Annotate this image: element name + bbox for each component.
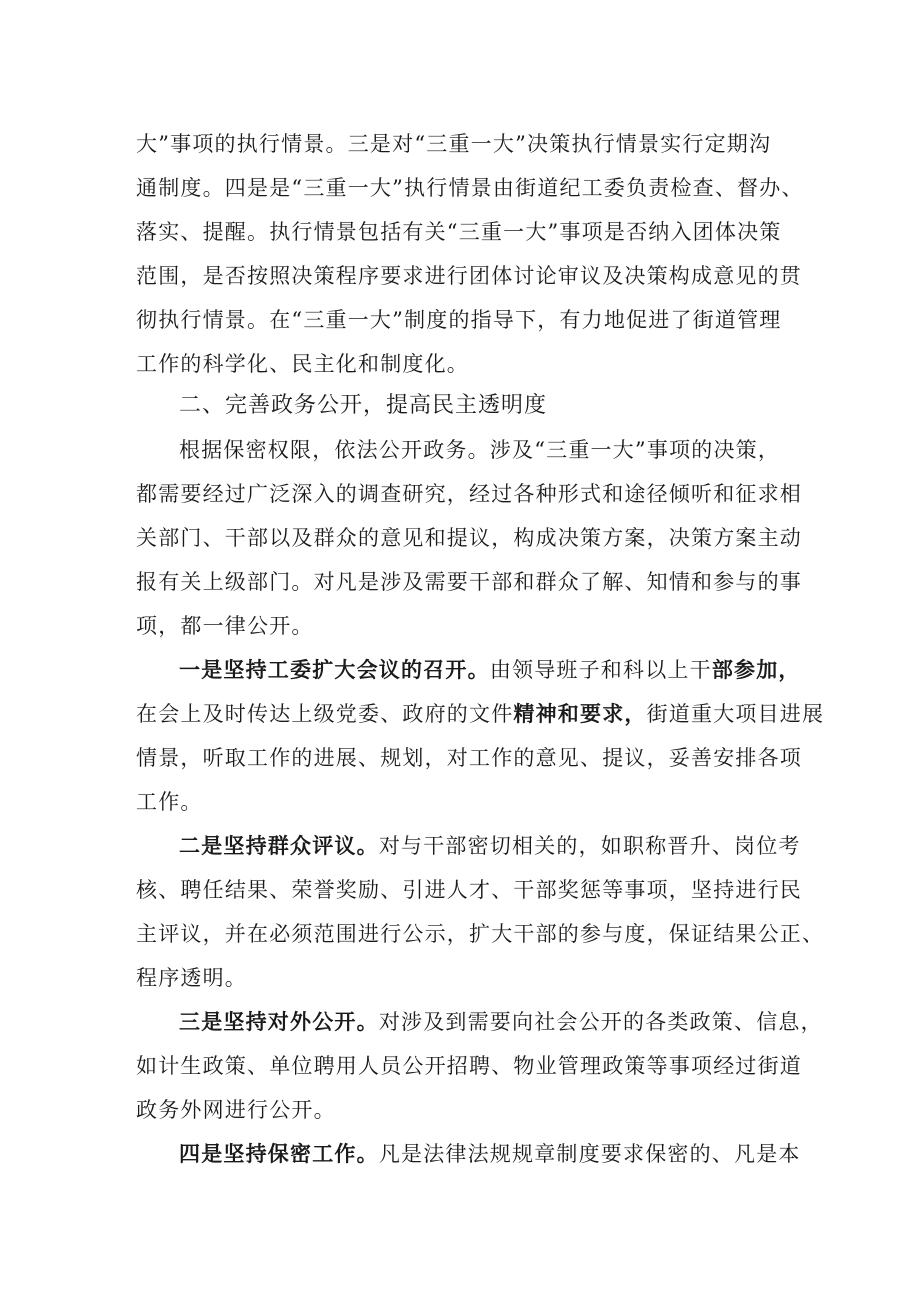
- item-3-line: 政务外网进行公开。: [136, 1098, 336, 1122]
- body-text-line: 范围，是否按照决策程序要求进行团体讨论审议及决策构成意见的贯: [136, 264, 802, 288]
- body-text-line: 彻执行情景。在“三重一大”制度的指导下，有力地促进了街道管理: [136, 308, 782, 332]
- body-text-line: 关部门、干部以及群众的意见和提议，构成决策方案，决策方案主动: [136, 526, 802, 550]
- item-1-bold-text: 部参加，: [711, 657, 801, 682]
- item-1-text: 由领导班子和科以上干: [489, 658, 712, 682]
- item-3-line: 如计生政策、单位聘用人员公开招聘、物业管理政策等事项经过街道: [136, 1054, 802, 1078]
- body-text-line: 都需要经过广泛深入的调查研究，经过各种形式和途径倾听和征求相: [136, 482, 802, 506]
- item-1-text: 街道重大项目进展: [646, 702, 825, 726]
- item-2-line: 主评议，并在必须范围进行公示，扩大干部的参与度，保证结果公正、: [136, 922, 825, 946]
- item-1-line: [179, 650, 801, 690]
- body-text-line: 项，都一律公开。: [136, 614, 314, 638]
- item-1-title: 一是坚持工委扩大会议的召开。: [179, 657, 490, 682]
- item-3-title: 三是坚持对外公开。: [179, 1009, 379, 1034]
- item-2-title: 二是坚持群众评议。: [179, 833, 379, 858]
- body-text-line: 工作的科学化、民主化和制度化。: [136, 352, 469, 376]
- item-1-text: 在会上及时传达上级党委、政府的文件: [136, 702, 514, 726]
- item-1-line: [136, 694, 825, 734]
- body-text-line: 落实、提醒。执行情景包括有关“三重一大”事项是否纳入团体决策: [136, 220, 782, 244]
- item-4-title: 四是坚持保密工作。: [179, 1141, 379, 1166]
- item-2-line: 程序透明。: [136, 966, 247, 990]
- body-text-line: 报有关上级部门。对凡是涉及需要干部和群众了解、知情和参与的事: [136, 570, 802, 594]
- section-heading: 二、完善政务公开，提高民主透明度: [179, 393, 548, 418]
- body-text-line: 大”事项的执行情景。三是对“三重一大”决策执行情景实行定期沟: [136, 132, 772, 156]
- item-1-bold-text: 精神和要求，: [513, 701, 647, 726]
- item-4-line: [179, 1134, 801, 1174]
- item-2-line: [179, 826, 801, 866]
- item-2-line: 核、聘任结果、荣誉奖励、引进人才、干部奖惩等事项，坚持进行民: [136, 878, 802, 902]
- item-1-line: 情景，听取工作的进展、规划，对工作的意见、提议，妥善安排各项: [136, 746, 802, 770]
- item-3-line: [179, 1002, 823, 1042]
- item-3-text: 对涉及到需要向社会公开的各类政策、信息，: [378, 1010, 823, 1034]
- body-text-line: 根据保密权限，依法公开政务。涉及“三重一大”事项的决策，: [179, 438, 781, 462]
- item-4-text: 凡是法律法规规章制度要求保密的、凡是本: [378, 1142, 801, 1166]
- body-text-line: 通制度。四是是“三重一大”执行情景由街道纪工委负责检查、督办、: [136, 176, 804, 200]
- item-1-line: 工作。: [136, 790, 203, 814]
- item-2-text: 对与干部密切相关的，如职称晋升、岗位考: [378, 834, 801, 858]
